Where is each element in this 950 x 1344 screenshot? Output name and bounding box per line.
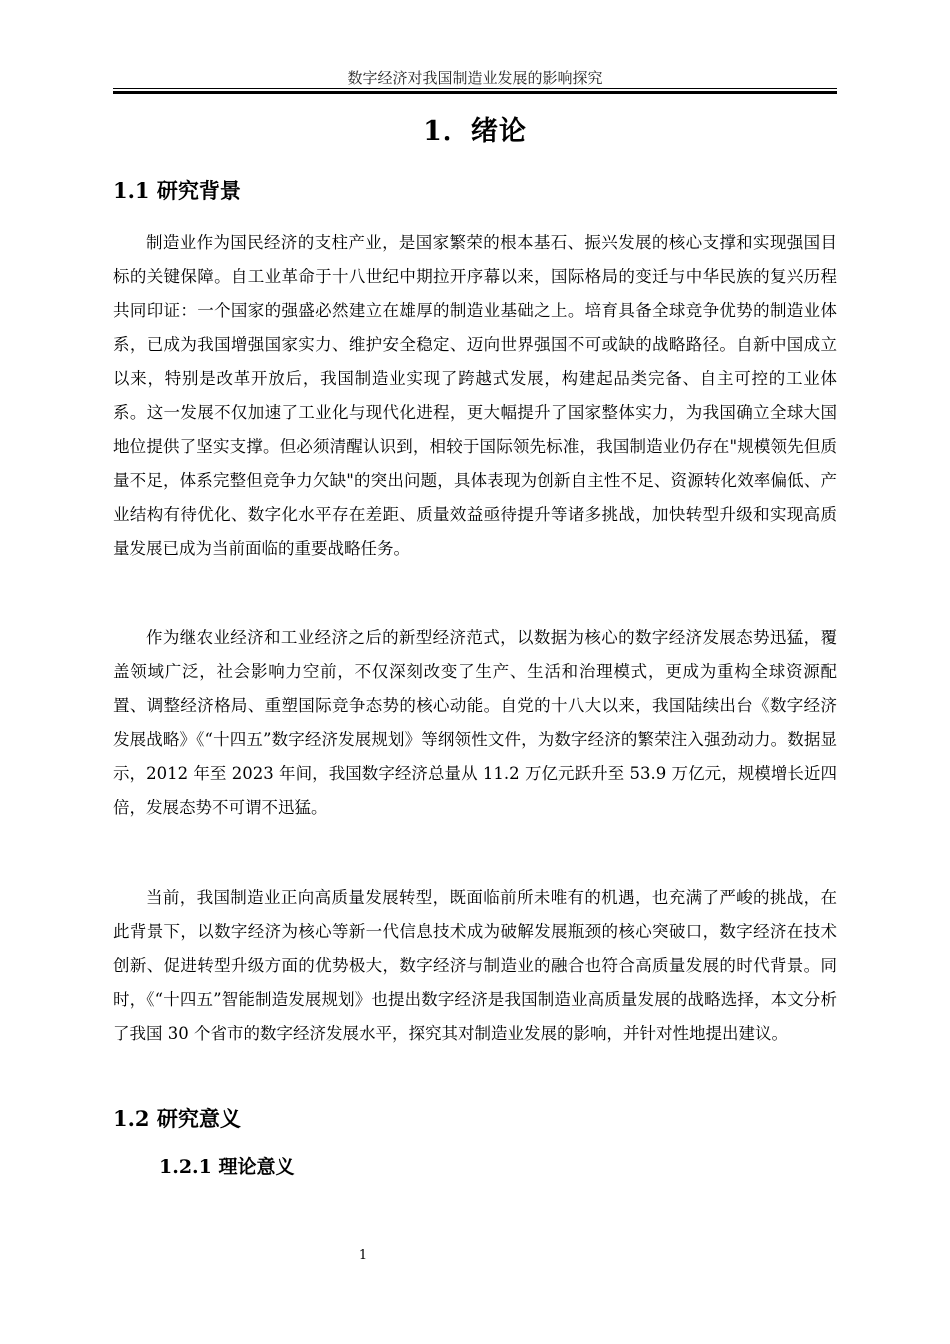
page-number: 1	[358, 1248, 368, 1263]
header-rule-thin	[113, 88, 837, 89]
section-heading-research-background: 1.1 研究背景	[113, 178, 241, 203]
body-paragraph: 当前，我国制造业正向高质量发展转型，既面临前所未唯有的机遇，也充满了严峻的挑战，在此背景下，以数字经济为核心等新一代信息技术成为破解发展瓶颈的核心突破口，数字经济在技术创新、促进转型升级方面的优势极大，数字经济与制造业的融合也符合高质量发展的时代背景。同时，《“十四五”智能制造发展规划》也提出数字经济是我国制造业高质量发展的战略选择，本文分析了我国 30 个省市的数字经济发展水平，探究其对制造业发展的影响，并针对性地提出建议。	[113, 888, 837, 1043]
section-heading-research-significance: 1.2 研究意义	[113, 1106, 241, 1131]
chapter-title: 1．绪论	[423, 116, 527, 147]
header-rule-thick	[113, 91, 837, 94]
subsection-heading-theoretical-significance: 1.2.1 理论意义	[159, 1156, 295, 1178]
body-paragraph: 作为继农业经济和工业经济之后的新型经济范式，以数据为核心的数字经济发展态势迅猛，覆盖领域广泛，社会影响力空前，不仅深刻改变了生产、生活和治理模式，更成为重构全球资源配置、调整经济格局、重塑国际竞争态势的核心动能。自党的十八大以来，我国陆续出台《数字经济发展战略》《“十四五”数字经济发展规划》等纲领性文件，为数字经济的繁荣注入强劲动力。数据显示，2012 年至 2023 年间，我国数字经济总量从 11.2 万亿元跃升至 53.9 万亿元，规模增长近四倍，发展态势不可谓不迅猛。	[113, 628, 837, 817]
running-header: 数字经济对我国制造业发展的影响探究	[347, 69, 603, 87]
body-paragraph: 制造业作为国民经济的支柱产业，是国家繁荣的根本基石、振兴发展的核心支撑和实现强国目标的关键保障。自工业革命于十八世纪中期拉开序幕以来，国际格局的变迁与中华民族的复兴历程共同印证：一个国家的强盛必然建立在雄厚的制造业基础之上。培育具备全球竞争优势的制造业体系，已成为我国增强国家实力、维护安全稳定、迈向世界强国不可或缺的战略路径。自新中国成立以来，特别是改革开放后，我国制造业实现了跨越式发展，构建起品类完备、自主可控的工业体系。这一发展不仅加速了工业化与现代化进程，更大幅提升了国家整体实力，为我国确立全球大国地位提供了坚实支撑。但必须清醒认识到，相较于国际领先标准，我国制造业仍存在"规模领先但质量不足，体系完整但竞争力欠缺"的突出问题，具体表现为创新自主性不足、资源转化效率偏低、产业结构有待优化、数字化水平存在差距、质量效益亟待提升等诸多挑战，加快转型升级和实现高质量发展已成为当前面临的重要战略任务。	[113, 233, 837, 558]
